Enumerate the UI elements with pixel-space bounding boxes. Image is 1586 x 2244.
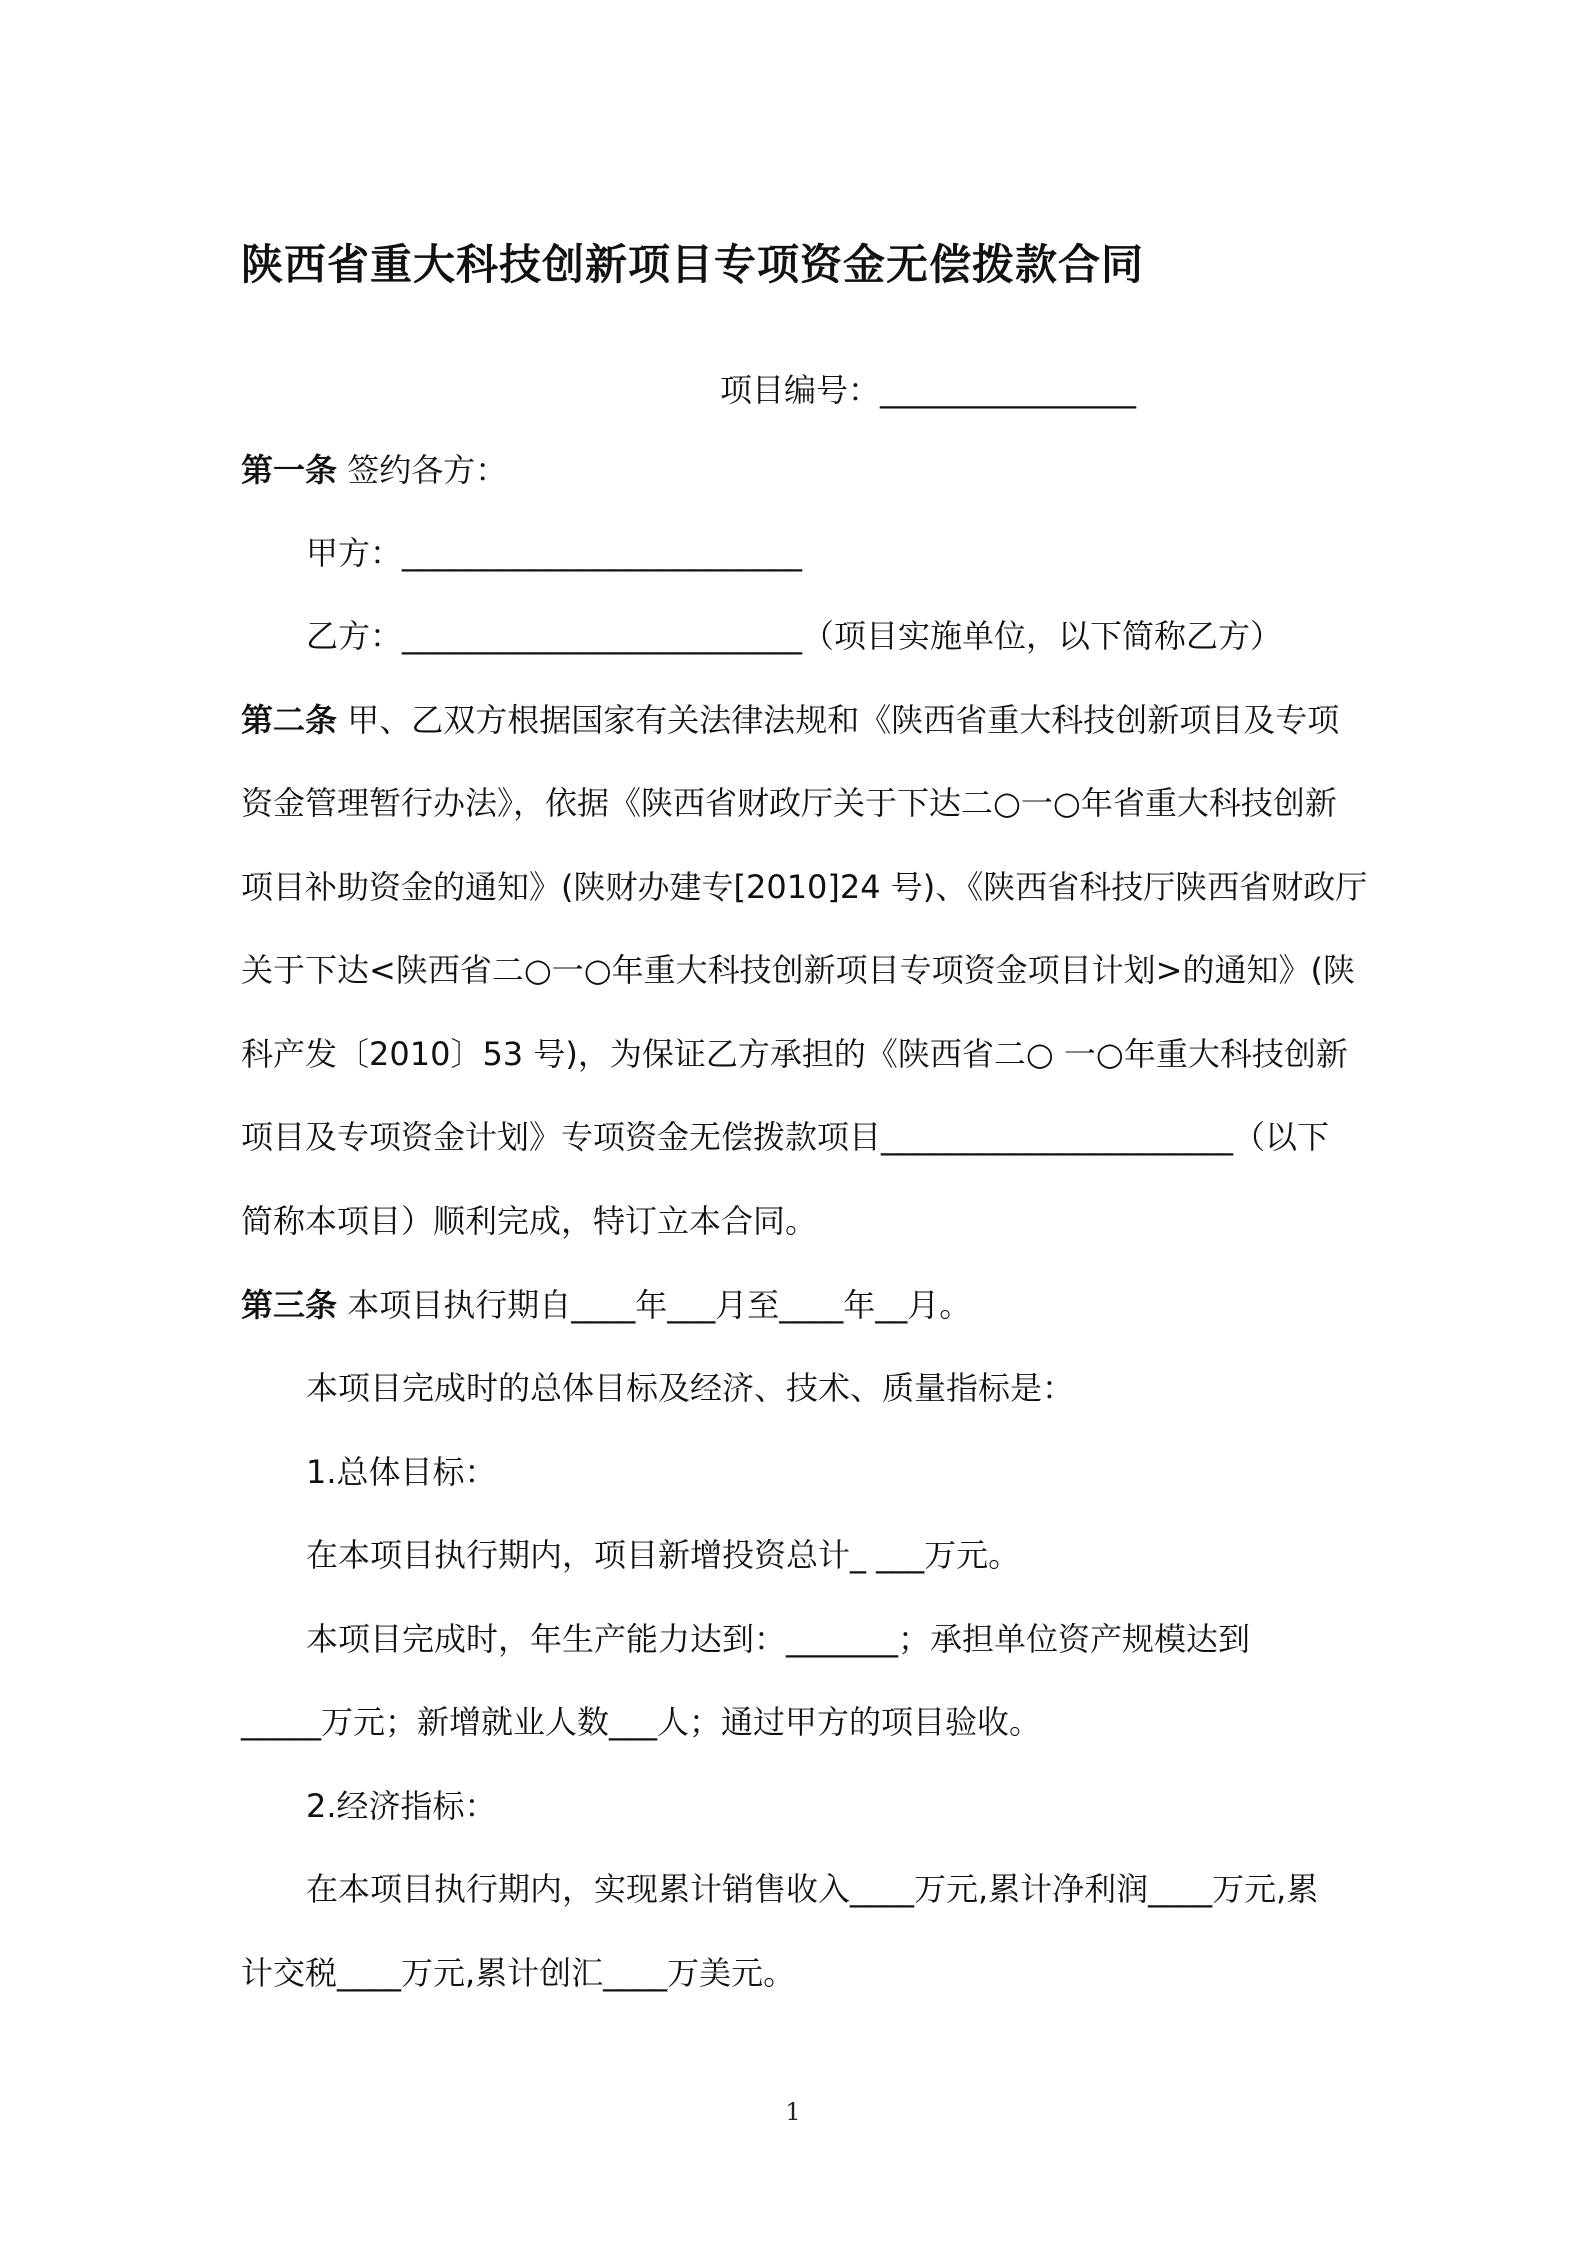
article-1-text: 签约各方： [347,451,508,489]
article-2-label: 第二条 [241,701,338,739]
article-3 [241,1285,971,1325]
article-1-label: 第一条 [241,451,338,489]
document-title: 陕西省重大科技创新项目专项资金无偿拨款合同 [241,240,1145,289]
party-a-line: 甲方：_________________________ [306,534,803,572]
article-2-line-5: 科产发〔2010〕53 号)，为保证乙方承担的《陕西省二○ 一○年重大科技创新 [241,1035,1348,1073]
goal-2-tax: 计交税____万元,累计创汇____万美元。 [241,1954,796,1992]
article-3-text: 本项目执行期自____年___月至____年__月。 [347,1286,972,1324]
article-2-line-3: 项目补助资金的通知》(陕财办建专[2010]24 号)、《陕西省科技厅陕西省财政厅 [241,868,1368,906]
page-number: 1 [785,2098,801,2126]
party-b-line: 乙方：_________________________（项目实施单位，以下简称乙方） [306,617,1283,655]
article-2-line-7: 简称本项目）顺利完成，特订立本合同。 [241,1202,818,1240]
article-2-line-4: 关于下达<陕西省二○一○年重大科技创新项目专项资金项目计划>的通知》(陕 [241,951,1355,989]
article-1 [241,450,507,490]
project-number: 项目编号：________________ [720,371,1137,409]
article-3-label: 第三条 [241,1286,338,1324]
goal-2-heading: 2.经济指标： [306,1787,497,1825]
goal-1-investment: 在本项目执行期内，项目新增投资总计_ ___万元。 [306,1536,1021,1574]
article-2-line-1 [241,700,1339,740]
goal-1-assets: _____万元；新增就业人数___人；通过甲方的项目验收。 [241,1703,1042,1741]
article-2-line-6: 项目及专项资金计划》专项资金无偿拨款项目______________________（以下 [241,1118,1330,1156]
article-2-text: 甲、乙双方根据国家有关法律法规和《陕西省重大科技创新项目及专项 [347,701,1340,739]
article-2-line-2: 资金管理暂行办法》，依据《陕西省财政厅关于下达二○一○年省重大科技创新 [241,784,1337,822]
goal-2-sales: 在本项目执行期内，实现累计销售收入____万元,累计净利润____万元,累 [306,1870,1319,1908]
goal-1-capacity: 本项目完成时，年生产能力达到：_______；承担单位资产规模达到 [306,1620,1251,1658]
goal-1-heading: 1.总体目标： [306,1453,497,1491]
goal-intro: 本项目完成时的总体目标及经济、技术、质量指标是： [306,1369,1075,1407]
